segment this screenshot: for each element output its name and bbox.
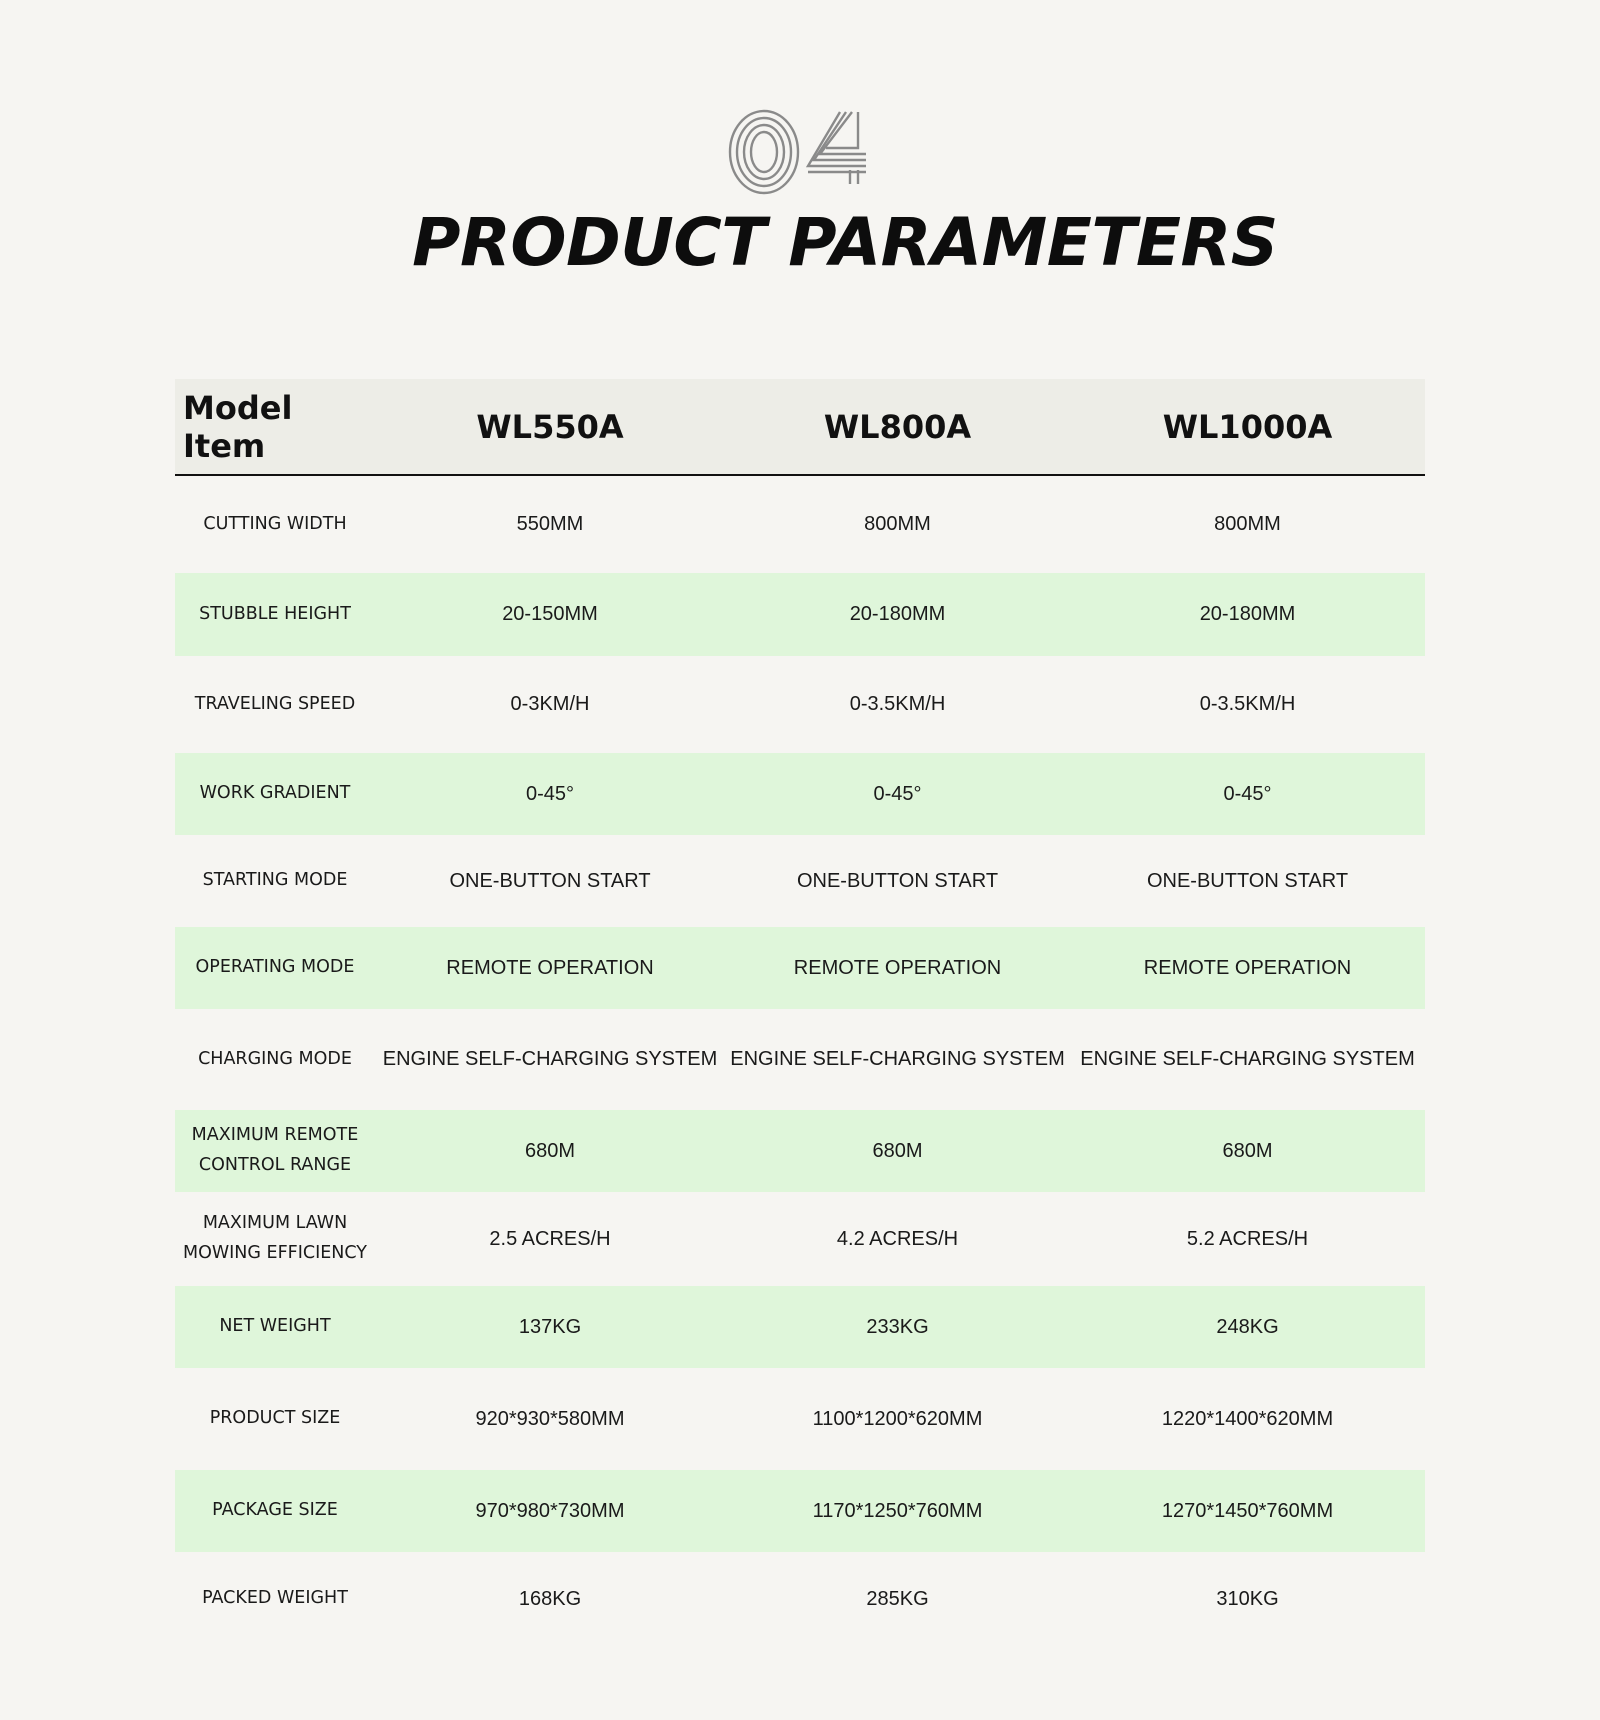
table-row (175, 1009, 1425, 1110)
cell-value: ENGINE SELF-CHARGING SYSTEM (730, 1048, 1065, 1070)
row-label: STARTING MODE (202, 870, 348, 891)
table-row (175, 1110, 1425, 1192)
cell-value: 800MM (864, 513, 931, 535)
row-label: CUTTING WIDTH (203, 513, 347, 534)
table-row (175, 1368, 1425, 1470)
cell-value: 5.2 ACRES/H (1186, 1227, 1309, 1250)
table-header-row (175, 379, 1425, 475)
table-row (175, 1470, 1425, 1552)
table-row (175, 1192, 1425, 1286)
cell-value: REMOTE OPERATION (793, 956, 1002, 979)
table-row (175, 656, 1425, 753)
cell-value: 20-150MM (502, 603, 598, 625)
cell-value: 137KG (518, 1315, 582, 1338)
cell-value: 1270*1450*760MM (1161, 1499, 1334, 1522)
cell-value: 20-180MM (849, 603, 946, 625)
cell-value: 0-45° (1223, 782, 1272, 805)
row-label: OPERATING MODE (195, 957, 355, 978)
cell-value: 550MM (516, 513, 584, 535)
row-label-line: MAXIMUM REMOTE (191, 1125, 359, 1146)
column-header-model-item: Model Item (175, 379, 375, 475)
row-label: CHARGING MODE (198, 1048, 352, 1069)
table-row (175, 835, 1425, 927)
table-row (175, 927, 1425, 1009)
cell-value: 1100*1200*620MM (812, 1407, 983, 1430)
cell-value: 0-3KM/H (510, 693, 590, 715)
row-label: PACKED WEIGHT (202, 1588, 348, 1609)
cell-value: ONE-BUTTON START (1146, 869, 1349, 892)
cell-value: 168KG (518, 1587, 582, 1610)
cell-value: 680M (1222, 1139, 1273, 1162)
row-label: STUBBLE HEIGHT (199, 603, 351, 624)
row-label: WORK GRADIENT (199, 783, 351, 804)
row-label: PACKAGE SIZE (212, 1500, 338, 1521)
row-label-line: CONTROL RANGE (198, 1155, 352, 1175)
cell-value: ENGINE SELF-CHARGING SYSTEM (1080, 1048, 1415, 1070)
table-row (175, 753, 1425, 835)
table-row (175, 1552, 1425, 1646)
cell-value: ONE-BUTTON START (796, 869, 999, 892)
column-header-wl550a: WL550A (375, 379, 725, 475)
row-label: PRODUCT SIZE (209, 1408, 341, 1429)
cell-value: 248KG (1216, 1315, 1279, 1338)
cell-value: 0-45° (873, 782, 922, 805)
cell-value: 4.2 ACRES/H (836, 1227, 959, 1250)
row-label: NET WEIGHT (219, 1316, 331, 1337)
section-number-graphic (728, 108, 868, 198)
row-label (175, 1192, 375, 1286)
cell-value: ONE-BUTTON START (449, 869, 651, 892)
cell-value: 0-3.5KM/H (1199, 693, 1296, 715)
table-row (175, 1286, 1425, 1368)
cell-value: ENGINE SELF-CHARGING SYSTEM (382, 1048, 718, 1070)
cell-value: REMOTE OPERATION (1143, 956, 1352, 979)
cell-value: 1220*1400*620MM (1161, 1407, 1334, 1430)
row-label: TRAVELING SPEED (194, 693, 356, 714)
product-parameters-table (175, 379, 1425, 1646)
cell-value: 920*930*580MM (475, 1407, 625, 1430)
table-row (175, 475, 1425, 573)
cell-value: REMOTE OPERATION (446, 956, 654, 979)
cell-value: 970*980*730MM (475, 1499, 625, 1522)
page-title: PRODUCT PARAMETERS (412, 204, 1278, 281)
column-header-wl800a: WL800A (725, 379, 1070, 475)
cell-value: 680M (872, 1139, 923, 1162)
cell-value: 20-180MM (1199, 603, 1296, 625)
cell-value: 1170*1250*760MM (812, 1499, 983, 1522)
cell-value: 233KG (866, 1315, 929, 1338)
row-label-line: MAXIMUM LAWN (202, 1213, 348, 1234)
row-label (175, 1110, 375, 1192)
cell-value: 680M (524, 1139, 576, 1162)
cell-value: 0-3.5KM/H (849, 693, 946, 715)
row-label-line: MOWING EFFICIENCY (182, 1243, 368, 1263)
column-header-wl1000a: WL1000A (1070, 379, 1425, 475)
cell-value: 800MM (1214, 513, 1281, 535)
table-row (175, 573, 1425, 656)
cell-value: 285KG (866, 1587, 929, 1610)
cell-value: 310KG (1216, 1587, 1279, 1610)
cell-value: 0-45° (525, 782, 575, 805)
cell-value: 2.5 ACRES/H (489, 1227, 611, 1250)
